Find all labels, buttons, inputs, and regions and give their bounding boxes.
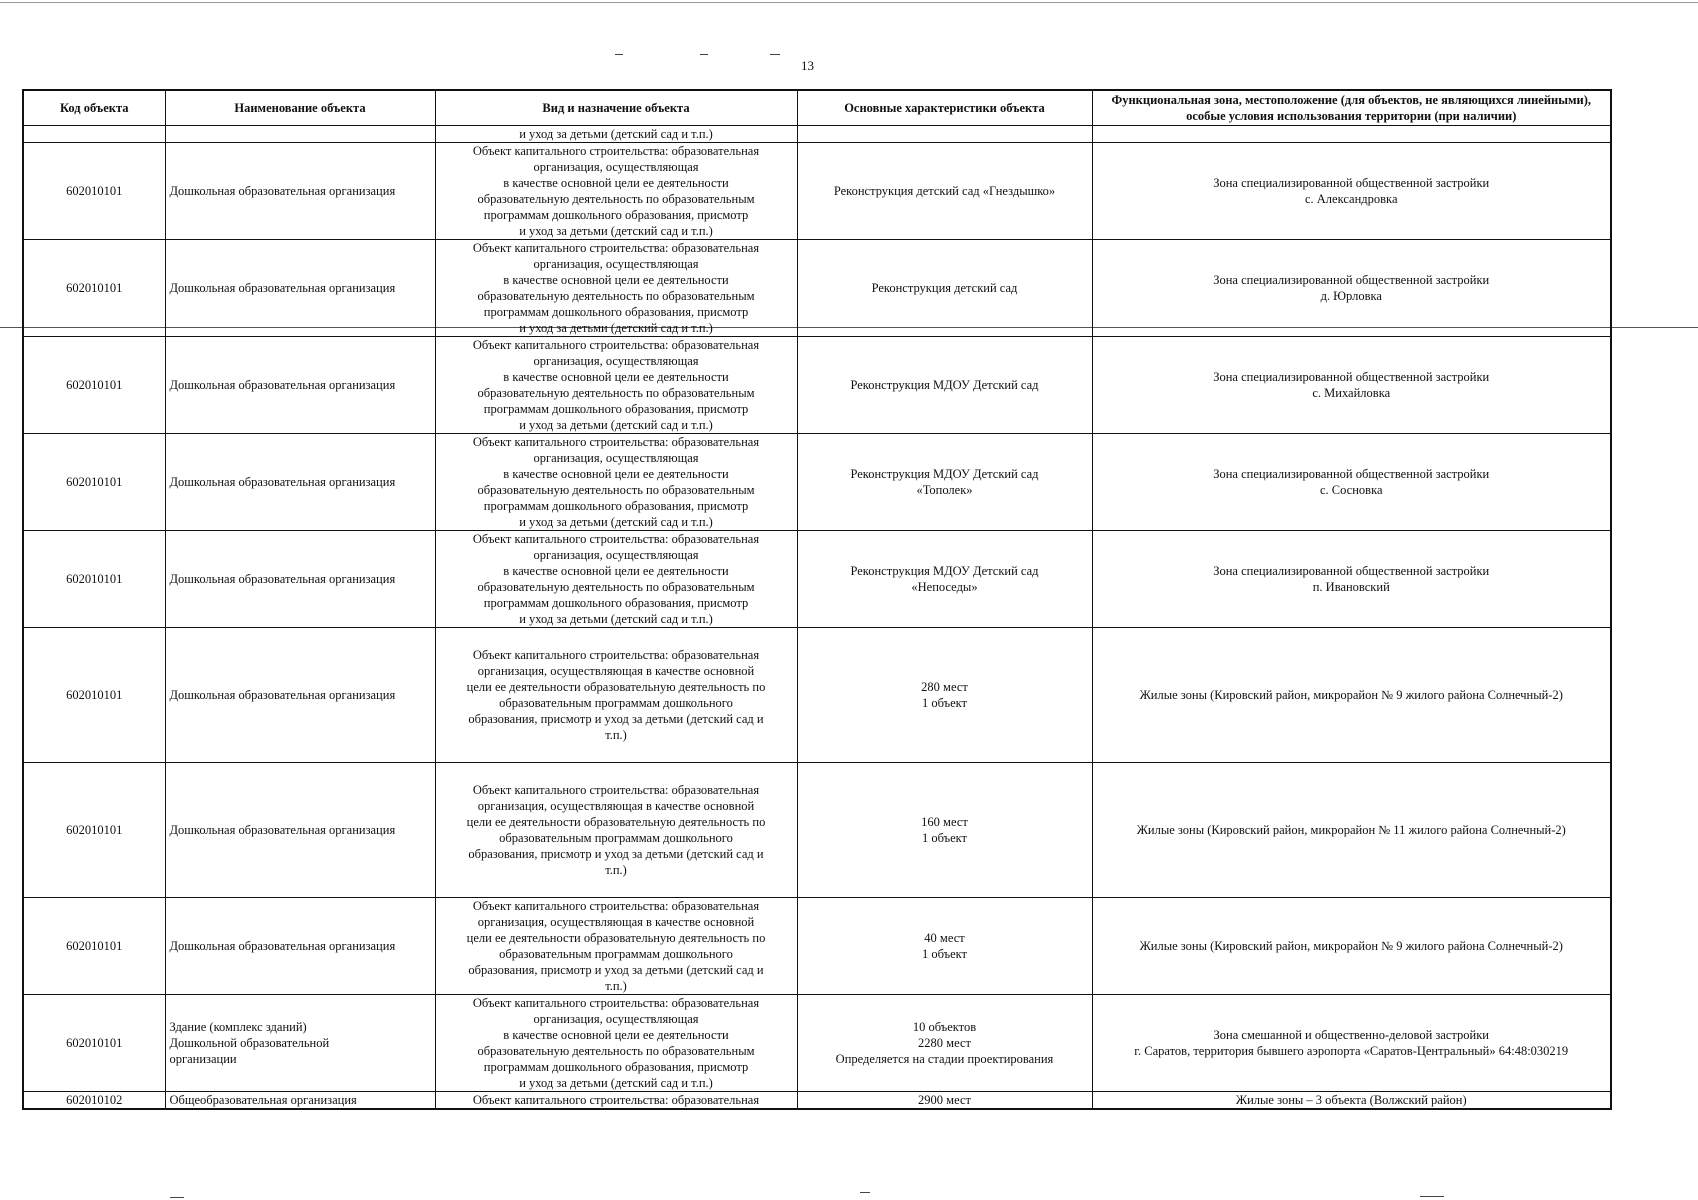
cell-name: Дошкольная образовательная организация <box>165 628 435 763</box>
scan-artifact-top-line <box>0 2 1698 3</box>
cell-zone <box>1092 126 1611 143</box>
table-row <box>23 898 1611 995</box>
cell-zone: Зона смешанной и общественно-деловой застройки г. Саратов, территория бывшего аэропорта «Саратов-Центральный» 64:48:030219 <box>1092 995 1611 1092</box>
table-row <box>23 337 1611 434</box>
cell-characteristics: 280 мест 1 объект <box>797 628 1092 763</box>
scan-artifact-dash <box>1420 1196 1444 1197</box>
cell-name <box>165 126 435 143</box>
table-row <box>23 995 1611 1092</box>
cell-code: 602010101 <box>23 995 165 1092</box>
cell-name: Дошкольная образовательная организация <box>165 143 435 240</box>
cell-zone: Жилые зоны (Кировский район, микрорайон № 11 жилого района Солнечный-2) <box>1092 763 1611 898</box>
cell-characteristics: Реконструкция детский сад «Гнездышко» <box>797 143 1092 240</box>
cell-code: 602010101 <box>23 240 165 337</box>
cell-code: 602010101 <box>23 434 165 531</box>
cell-name: Дошкольная образовательная организация <box>165 531 435 628</box>
cell-characteristics: 160 мест 1 объект <box>797 763 1092 898</box>
table-row <box>23 143 1611 240</box>
scan-artifact-dash <box>700 54 708 55</box>
header-name: Наименование объекта <box>165 90 435 126</box>
cell-characteristics: 10 объектов 2280 мест Определяется на стадии проектирования <box>797 995 1092 1092</box>
cell-name: Дошкольная образовательная организация <box>165 240 435 337</box>
table-row-continuation <box>23 126 1611 143</box>
table-row <box>23 531 1611 628</box>
scan-artifact-dash <box>170 1197 184 1198</box>
page-number: 13 <box>801 58 814 73</box>
cell-zone: Жилые зоны (Кировский район, микрорайон № 9 жилого района Солнечный-2) <box>1092 628 1611 763</box>
cell-code: 602010101 <box>23 898 165 995</box>
table-row <box>23 628 1611 763</box>
cell-zone: Зона специализированной общественной застройки с. Александровка <box>1092 143 1611 240</box>
header-type: Вид и назначение объекта <box>435 90 797 126</box>
cell-type: Объект капитального строительства: образовательная организация, осуществляющая в качестве основной цели ее деятельности образовательную деятельность по образовательным программам дошкольного образования, присмотр и уход за детьми (детский сад и т.п.) <box>435 337 797 434</box>
header-functional-zone: Функциональная зона, местоположение (для объектов, не являющихся линейными), особые условия использования территории (при наличии) <box>1092 90 1611 126</box>
cell-type: Объект капитального строительства: образовательная организация, осуществляющая в качестве основной цели ее деятельности образовательную деятельность по образовательным программам дошкольного образования, присмотр и уход за детьми (детский сад и т.п.) <box>435 763 797 898</box>
cell-code: 602010102 <box>23 1092 165 1110</box>
cell-characteristics: 2900 мест <box>797 1092 1092 1110</box>
cell-name: Здание (комплекс зданий) Дошкольной образовательной организации <box>165 995 435 1092</box>
cell-characteristics: Реконструкция МДОУ Детский сад <box>797 337 1092 434</box>
cell-zone: Зона специализированной общественной застройки с. Михайловка <box>1092 337 1611 434</box>
cell-type: Объект капитального строительства: образовательная организация, осуществляющая в качестве основной цели ее деятельности образовательную деятельность по образовательным программам дошкольного образования, присмотр и уход за детьми (детский сад и т.п.) <box>435 240 797 337</box>
table-row <box>23 240 1611 337</box>
cell-type: Объект капитального строительства: образовательная организация, осуществляющая в качестве основной цели ее деятельности образовательную деятельность по образовательным программам дошкольного образования, присмотр и уход за детьми (детский сад и т.п.) <box>435 995 797 1092</box>
objects-table <box>22 89 1612 1110</box>
cell-type: Объект капитального строительства: образовательная организация, осуществляющая в качестве основной цели ее деятельности образовательную деятельность по образовательным программам дошкольного образования, присмотр и уход за детьми (детский сад и т.п.) <box>435 434 797 531</box>
cell-name: Дошкольная образовательная организация <box>165 898 435 995</box>
cell-name: Дошкольная образовательная организация <box>165 763 435 898</box>
cell-name: Дошкольная образовательная организация <box>165 337 435 434</box>
cell-zone: Зона специализированной общественной застройки п. Ивановский <box>1092 531 1611 628</box>
cell-name: Общеобразовательная организация <box>165 1092 435 1110</box>
cell-type: Объект капитального строительства: образовательная организация, осуществляющая в качестве основной цели ее деятельности образовательную деятельность по образовательным программам дошкольного образования, присмотр и уход за детьми (детский сад и т.п.) <box>435 531 797 628</box>
cell-code: 602010101 <box>23 143 165 240</box>
cell-zone: Жилые зоны – 3 объекта (Волжский район) <box>1092 1092 1611 1110</box>
cell-code: 602010101 <box>23 531 165 628</box>
cell-name: Дошкольная образовательная организация <box>165 434 435 531</box>
table-row <box>23 763 1611 898</box>
table-row <box>23 1092 1611 1110</box>
header-characteristics: Основные характеристики объекта <box>797 90 1092 126</box>
cell-code: 602010101 <box>23 763 165 898</box>
cell-type: Объект капитального строительства: образовательная <box>435 1092 797 1110</box>
cell-code: 602010101 <box>23 628 165 763</box>
cell-characteristics <box>797 126 1092 143</box>
cell-characteristics: Реконструкция детский сад <box>797 240 1092 337</box>
cell-type: Объект капитального строительства: образовательная организация, осуществляющая в качестве основной цели ее деятельности образовательную деятельность по образовательным программам дошкольного образования, присмотр и уход за детьми (детский сад и т.п.) <box>435 898 797 995</box>
table-row <box>23 434 1611 531</box>
cell-characteristics: Реконструкция МДОУ Детский сад «Тополек» <box>797 434 1092 531</box>
cell-type: Объект капитального строительства: образовательная организация, осуществляющая в качестве основной цели ее деятельности образовательную деятельность по образовательным программам дошкольного образования, присмотр и уход за детьми (детский сад и т.п.) <box>435 143 797 240</box>
cell-characteristics: Реконструкция МДОУ Детский сад «Непоседы» <box>797 531 1092 628</box>
scan-artifact-dash <box>770 54 780 55</box>
scan-artifact-dash <box>615 54 623 55</box>
cell-code <box>23 126 165 143</box>
header-code: Код объекта <box>23 90 165 126</box>
cell-zone: Жилые зоны (Кировский район, микрорайон № 9 жилого района Солнечный-2) <box>1092 898 1611 995</box>
cell-zone: Зона специализированной общественной застройки д. Юрловка <box>1092 240 1611 337</box>
cell-type: Объект капитального строительства: образовательная организация, осуществляющая в качестве основной цели ее деятельности образовательную деятельность по образовательным программам дошкольного образования, присмотр и уход за детьми (детский сад и т.п.) <box>435 628 797 763</box>
cell-zone: Зона специализированной общественной застройки с. Сосновка <box>1092 434 1611 531</box>
cell-code: 602010101 <box>23 337 165 434</box>
cell-type: и уход за детьми (детский сад и т.п.) <box>435 126 797 143</box>
table-header-row <box>23 90 1611 126</box>
scan-artifact-dash <box>860 1192 870 1193</box>
cell-characteristics: 40 мест 1 объект <box>797 898 1092 995</box>
